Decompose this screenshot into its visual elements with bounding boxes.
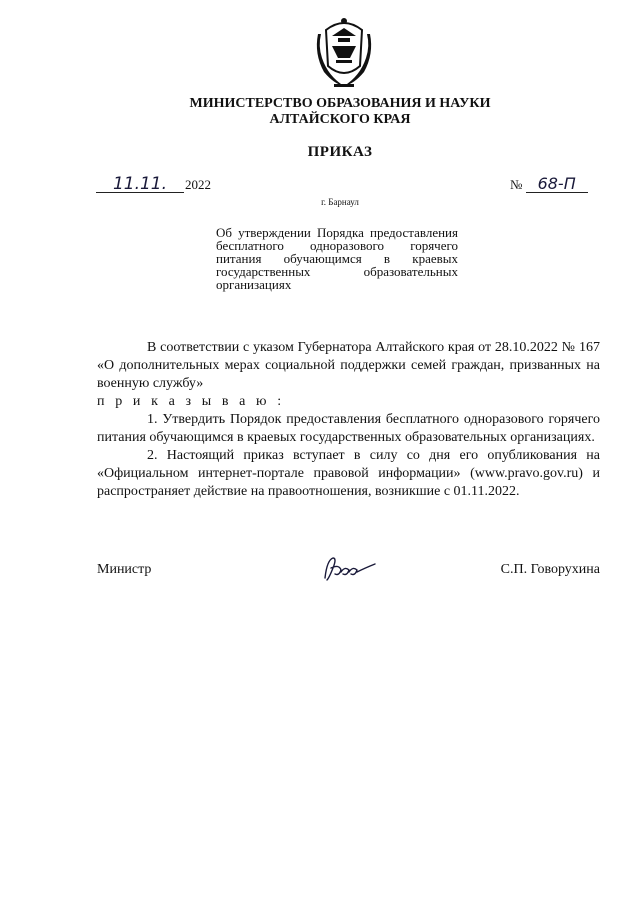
signer-position: Министр bbox=[97, 562, 152, 577]
order-item-1: 1. Утвердить Порядок предоставления бесплатного одноразового горячего питания обучающимся в краевых государственных образовательных организациях. bbox=[97, 412, 600, 445]
order-body bbox=[97, 339, 600, 501]
preamble-paragraph: В соответствии с указом Губернатора Алтайского края от 28.10.2022 № 167 «О дополнительных мерах социальной поддержки семей граждан, призванных на военную службу» bbox=[97, 340, 600, 391]
ministry-line2: АЛТАЙСКОГО КРАЯ bbox=[269, 112, 411, 127]
ministry-line1: МИНИСТЕРСТВО ОБРАЗОВАНИЯ И НАУКИ bbox=[189, 96, 491, 111]
date-year: 2022 bbox=[185, 177, 211, 192]
ministry-name bbox=[150, 96, 530, 128]
document-type-title: ПРИКАЗ bbox=[307, 144, 373, 160]
coat-of-arms-icon bbox=[312, 14, 376, 92]
order-date bbox=[96, 176, 211, 196]
order-subject: Об утверждении Порядка предоставления бесплатного одноразового горячего питания обучающимся в краевых государственных образовательных организациях bbox=[216, 225, 458, 292]
handwritten-signature-icon bbox=[319, 554, 377, 584]
handwritten-date: 11.11. bbox=[96, 176, 184, 193]
order-word: п р и к а з ы в а ю : bbox=[97, 394, 285, 409]
number-sign: № bbox=[510, 177, 523, 192]
signer-name: С.П. Говорухина bbox=[500, 562, 600, 577]
order-item-2: 2. Настоящий приказ вступает в силу со дня его опубликования на «Официальном интернет-портале правовой информации» (www.pravo.gov.ru) и распространяет действие на правоотношения, возникшие с 01.11.2022. bbox=[97, 448, 600, 499]
city-name: г. Барнаул bbox=[321, 197, 359, 207]
handwritten-number: 68-П bbox=[526, 176, 588, 193]
signature-block bbox=[97, 560, 600, 590]
order-number bbox=[510, 176, 588, 193]
